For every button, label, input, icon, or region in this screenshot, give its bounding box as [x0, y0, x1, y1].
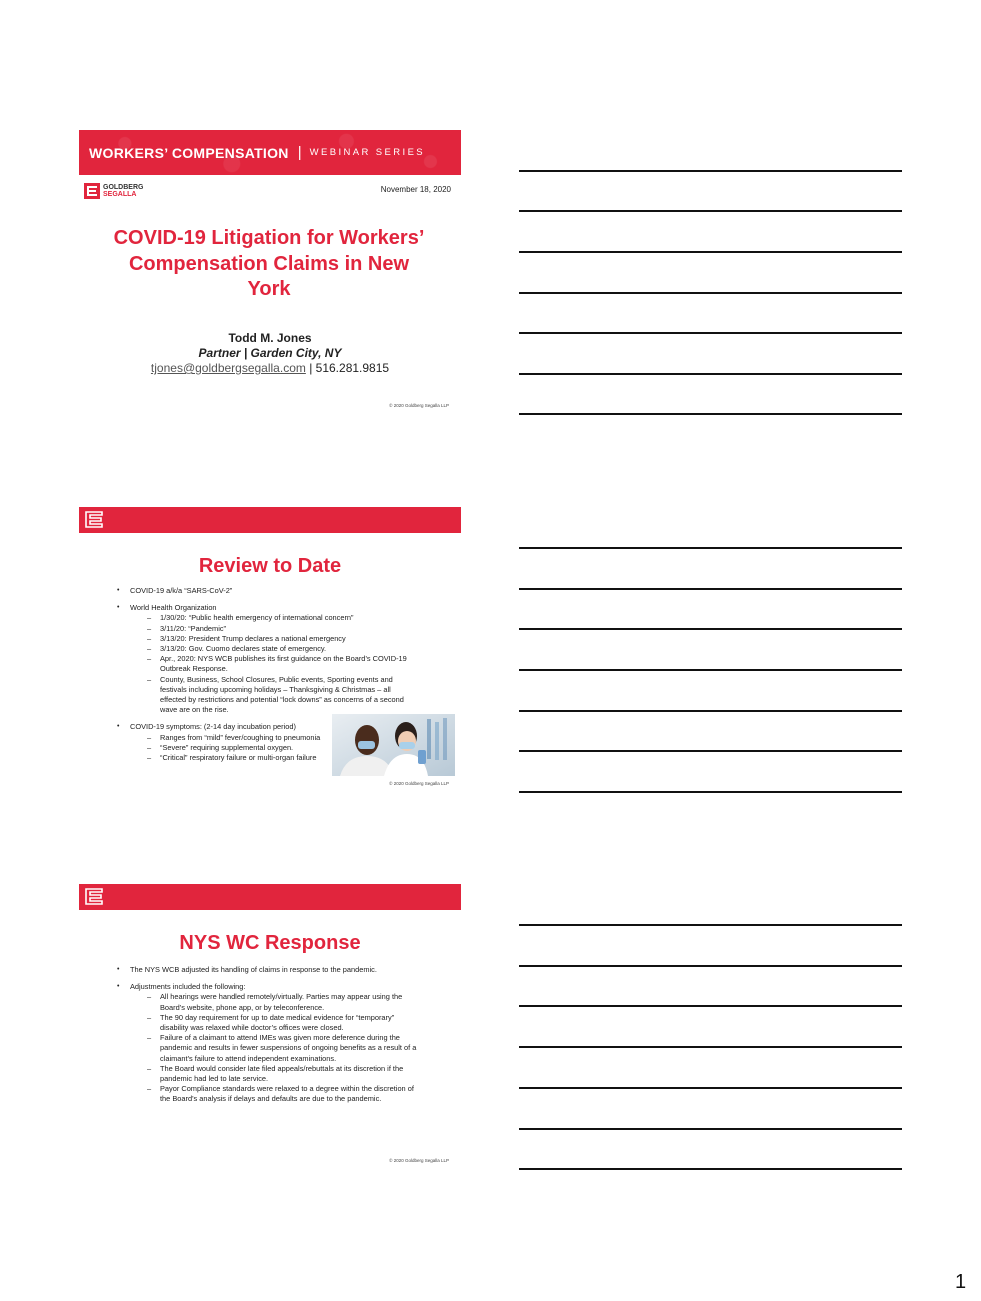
note-line — [519, 1128, 902, 1130]
bullet-text: • COVID-19 a/k/a “SARS-CoV-2” — [130, 586, 233, 595]
firm-logo-icon — [84, 183, 100, 199]
note-line — [519, 588, 902, 590]
bullet-text: • COVID-19 symptoms: (2-14 day incubation period) — [130, 722, 296, 732]
slide-3-response — [79, 884, 461, 1167]
note-line — [519, 710, 902, 712]
note-line — [519, 1046, 902, 1048]
note-line — [519, 251, 902, 253]
note-line — [519, 924, 902, 926]
presenter-role: Partner | Garden City, NY — [198, 346, 342, 360]
logo-line-2: SEGALLA — [103, 191, 137, 198]
sub-bullet-item: – Failure of a claimant to attend IMEs was given more deference during the pandemic and results in fewer suspensions of ongoing benefits as a result of a claimant’s failure to attend independent examinations. — [130, 1033, 417, 1064]
sub-bullet-item: – County, Business, School Closures, Public events, Sporting events and festivals including upcoming holidays – Thanksgiving & Christmas – all effected by restrictions and potential “lock downs” as concerns of a second wave are on the rise. — [130, 675, 417, 716]
bullet-text: • Adjustments included the following: — [130, 982, 246, 992]
bullet-item — [117, 586, 417, 596]
note-line — [519, 791, 902, 793]
note-line — [519, 170, 902, 172]
banner-separator: | — [297, 144, 302, 161]
sub-bullet-item: – Ranges from “mild” fever/coughing to pneumonia — [130, 733, 417, 743]
note-line — [519, 373, 902, 375]
note-line — [519, 1168, 902, 1170]
presenter-name: Todd M. Jones — [228, 331, 312, 345]
note-line — [519, 292, 902, 294]
webinar-banner — [79, 130, 461, 175]
firm-logo-icon — [85, 510, 103, 530]
logo-line-1: GOLDBERG — [103, 184, 144, 191]
presenter-phone: | 516.281.9815 — [305, 361, 390, 375]
bullet-text: • The NYS WCB adjusted its handling of claims in response to the pandemic. — [130, 965, 377, 974]
presentation-date: November 18, 2020 — [380, 185, 451, 194]
sub-bullet-item: – Payor Compliance standards were relaxed to a degree within the discretion of the Board’s analysis if delays and defaults are due to the pandemic. — [130, 1084, 417, 1104]
sub-bullet-item: – “Critical” respiratory failure or multi-organ failure — [130, 753, 417, 763]
note-line — [519, 210, 902, 212]
banner-title: WORKERS’ COMPENSATION — [89, 144, 289, 161]
slide-header-bar — [79, 884, 461, 910]
note-line — [519, 1005, 902, 1007]
banner-subtitle: WEBINAR SERIES — [309, 147, 426, 158]
copyright: © 2020 Goldberg Segalla LLP — [389, 781, 449, 786]
copyright: © 2020 Goldberg Segalla LLP — [389, 403, 449, 408]
page-number: 1 — [955, 1271, 967, 1293]
bullet-item — [117, 982, 417, 1104]
note-line — [519, 413, 902, 415]
slide-title: Review to Date — [198, 555, 342, 577]
sub-bullet-item: – The 90 day requirement for up to date medical evidence for “temporary” disability was relaxed while doctor’s offices were closed. — [130, 1013, 417, 1033]
lab-photo — [332, 714, 455, 776]
bullet-text: • World Health Organization — [130, 603, 217, 613]
bullet-item — [117, 965, 417, 975]
sub-bullet-item: – All hearings were handled remotely/virtually. Parties may appear using the Board’s website, phone app, or by teleconference. — [130, 992, 417, 1012]
note-line — [519, 332, 902, 334]
presentation-title: COVID-19 Litigation for Workers’ Compensation Claims in New York — [113, 227, 425, 300]
bullet-item — [117, 603, 417, 715]
note-line — [519, 1087, 902, 1089]
note-line — [519, 628, 902, 630]
bullet-list — [117, 965, 417, 1112]
slide-header-bar — [79, 507, 461, 533]
sub-bullet-item: – 3/11/20: “Pandemic” — [130, 624, 417, 634]
slide-1-title — [79, 130, 461, 422]
note-line — [519, 547, 902, 549]
presenter-block — [79, 331, 461, 376]
copyright: © 2020 Goldberg Segalla LLP — [389, 1158, 449, 1163]
sub-bullet-item: – The Board would consider late filed appeals/rebuttals at its discretion if the pandemic had led to late service. — [130, 1064, 417, 1084]
sub-bullet-item: – Apr., 2020: NYS WCB publishes its first guidance on the Board’s COVID-19 Outbreak Response. — [130, 654, 417, 674]
sub-bullet-item: – 3/13/20: President Trump declares a national emergency — [130, 634, 417, 644]
note-line — [519, 965, 902, 967]
note-line — [519, 669, 902, 671]
scientists-masks-image — [332, 714, 455, 776]
slide-title: NYS WC Response — [179, 932, 361, 954]
sub-bullet-item: – 1/30/20: “Public health emergency of international concern” — [130, 613, 417, 623]
note-line — [519, 750, 902, 752]
firm-logo-icon — [85, 887, 103, 907]
presenter-email-link[interactable]: tjones@goldbergsegalla.com — [150, 361, 306, 375]
goldberg-segalla-logo — [84, 183, 143, 199]
slide-2-review — [79, 507, 461, 790]
sub-bullet-item: – 3/13/20: Gov. Cuomo declares state of emergency. — [130, 644, 417, 654]
sub-bullet-item: – “Severe” requiring supplemental oxygen. — [130, 743, 417, 753]
